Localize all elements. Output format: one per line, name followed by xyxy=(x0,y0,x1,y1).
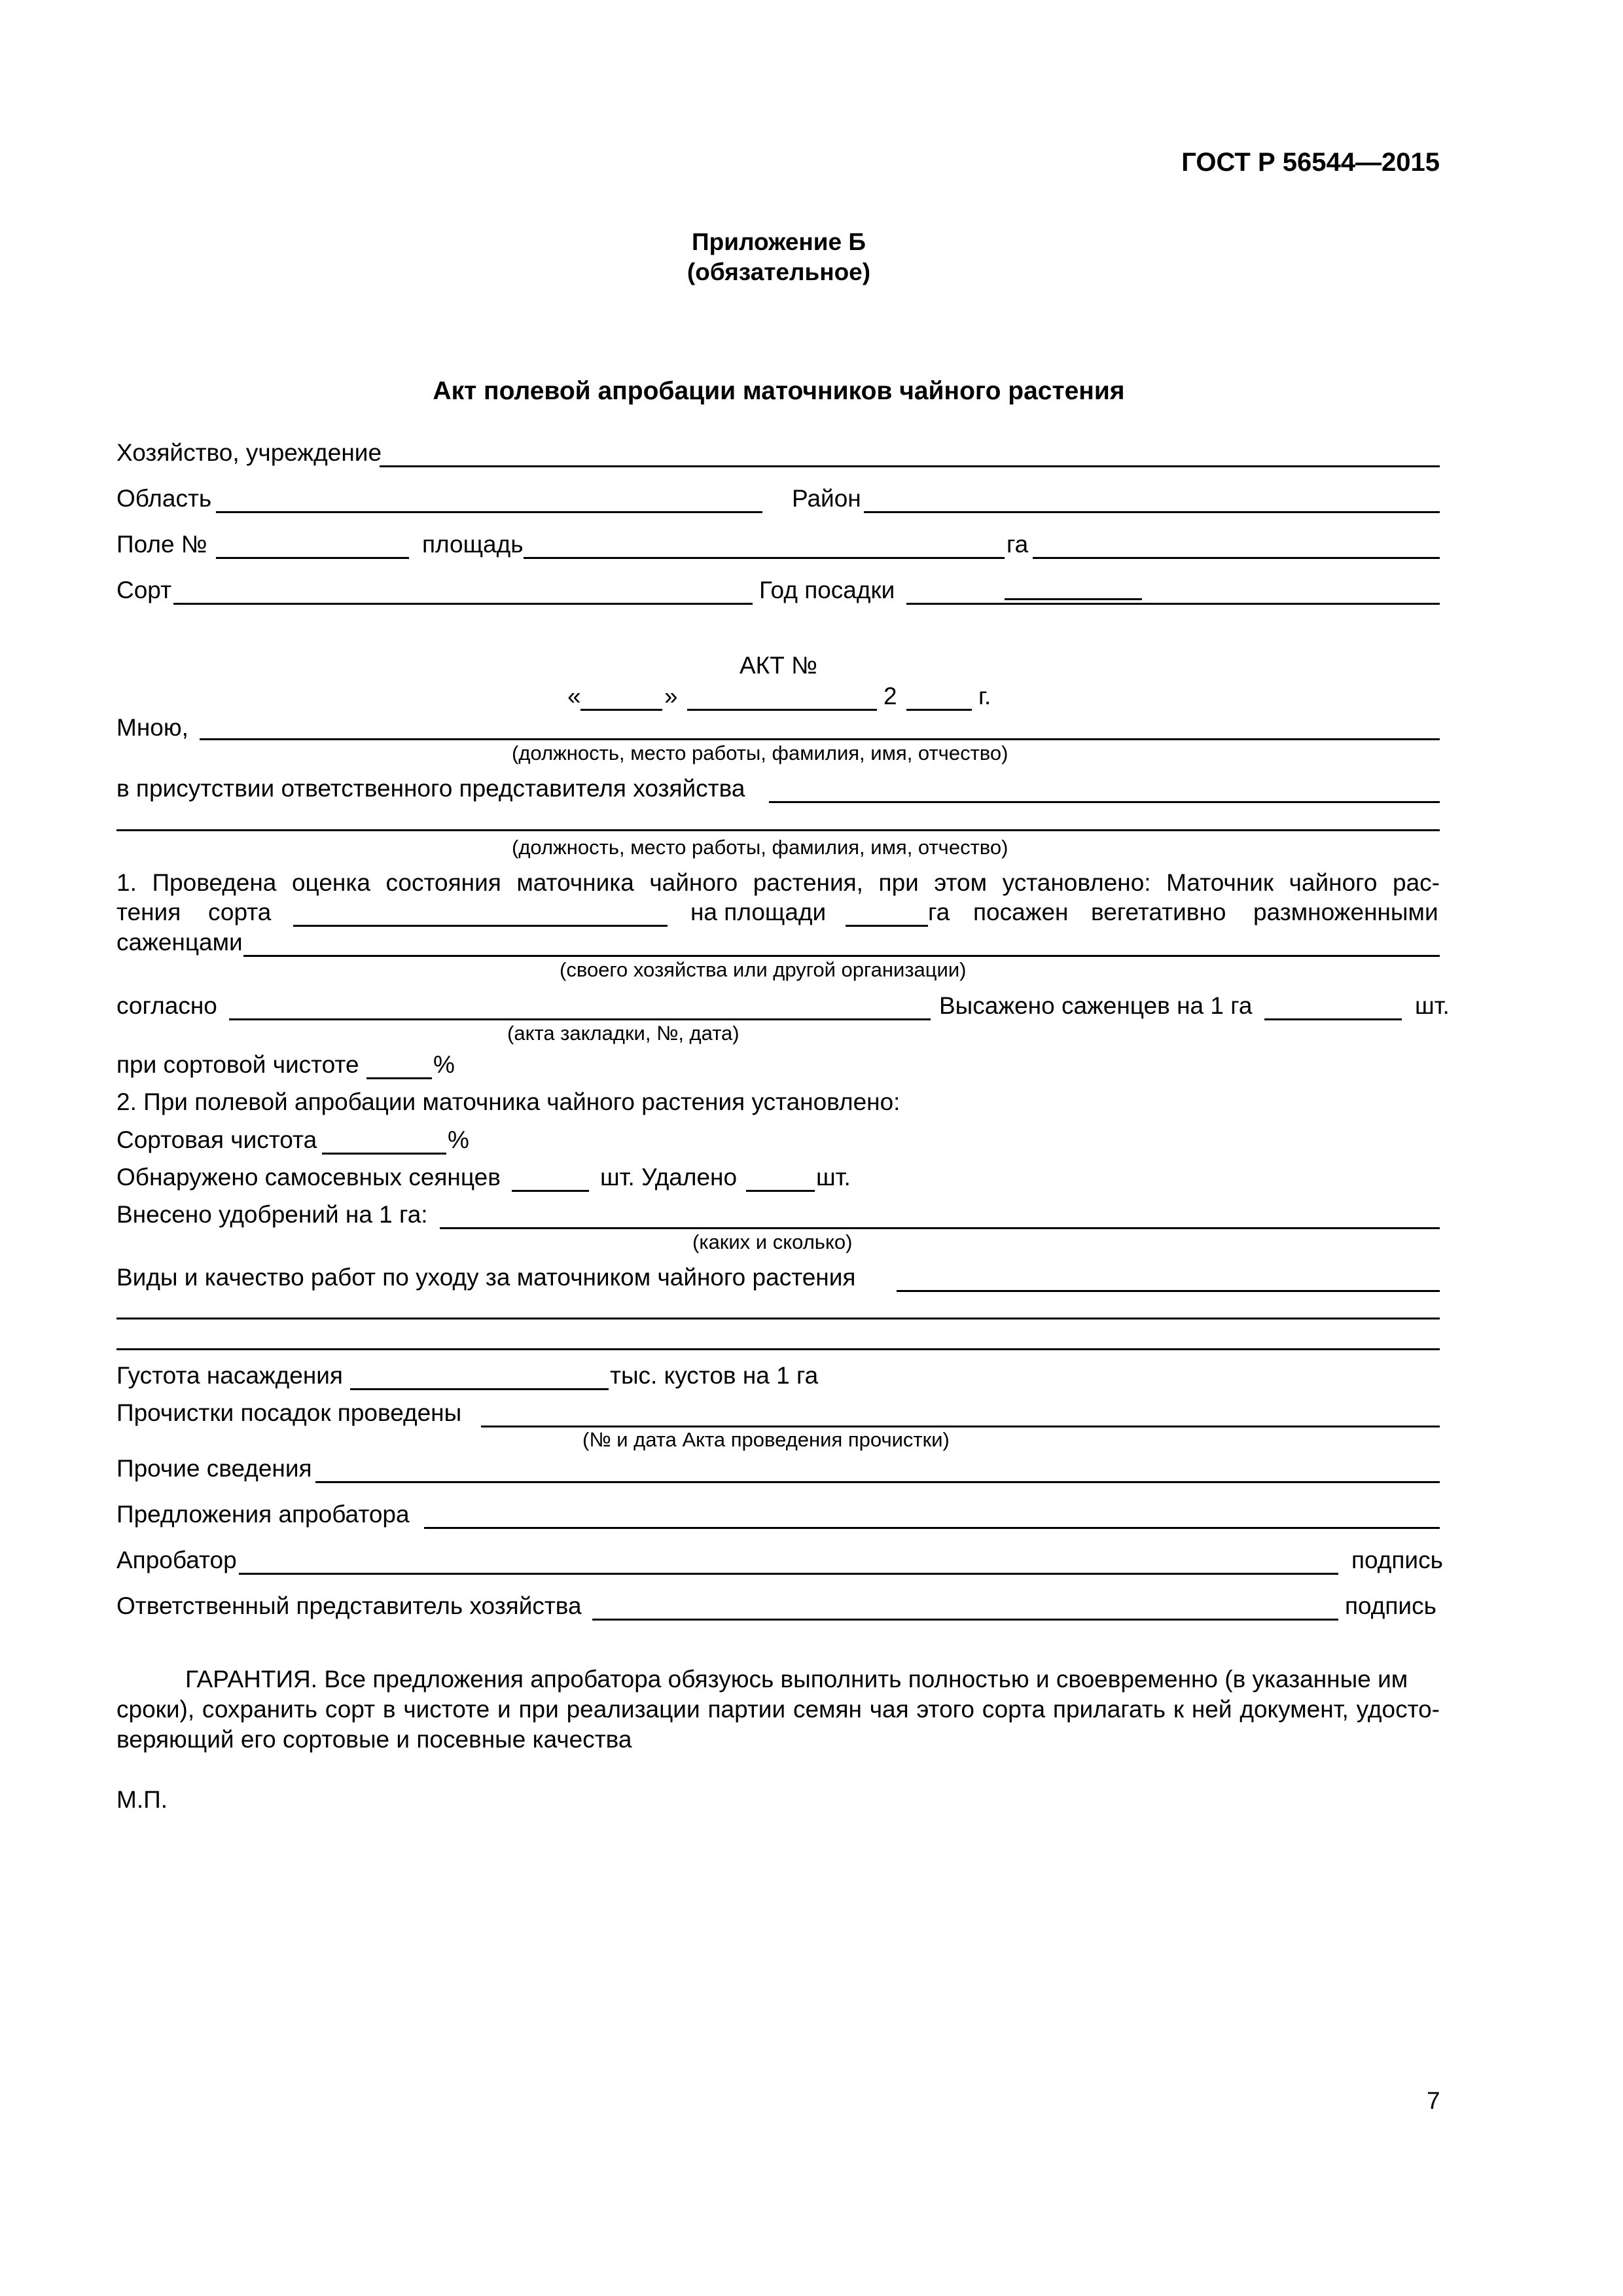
district-line[interactable] xyxy=(864,511,1440,513)
area-label: площадь xyxy=(422,531,524,558)
removed-line[interactable] xyxy=(746,1190,815,1192)
farm-rep-line[interactable] xyxy=(592,1619,1338,1621)
item1-veg: вегетативно xyxy=(1091,899,1226,925)
by-me-label: Мною, xyxy=(116,714,188,741)
standard-number: ГОСТ Р 56544—2015 xyxy=(1181,148,1440,177)
plant-year-underline xyxy=(1005,598,1142,600)
presence-label: в присутствии ответственного представителя хозяйства xyxy=(116,775,745,802)
according-label: согласно xyxy=(116,992,217,1019)
region-line[interactable] xyxy=(216,511,762,513)
approbator-label: Апробатор xyxy=(116,1547,237,1573)
hint-org: (своего хозяйства или другой организации) xyxy=(560,958,967,981)
page-number: 7 xyxy=(1427,2087,1440,2114)
other-line[interactable] xyxy=(315,1481,1440,1483)
field-no-label: Поле № xyxy=(116,531,207,558)
item1-on-area: на площади xyxy=(690,899,827,925)
guarantee-line-1: ГАРАНТИЯ. Все предложения апробатора обязуюсь выполнить полностью и своевременно (в указанные им xyxy=(185,1666,1408,1693)
ha-label: га xyxy=(1007,531,1029,558)
act-year-prefix: 2 xyxy=(883,683,897,709)
by-me-line[interactable] xyxy=(200,738,1440,740)
item1-tenia: тения xyxy=(116,899,181,925)
region-label: Область xyxy=(116,485,212,512)
stamp-label: М.П. xyxy=(116,1786,168,1813)
fertilizers-line[interactable] xyxy=(440,1227,1440,1229)
self-seedlings-label: Обнаружено самосевных сеянцев xyxy=(116,1164,501,1191)
presence-line-2[interactable] xyxy=(116,829,1440,831)
other-label: Прочие сведения xyxy=(116,1455,312,1482)
purity-label: Сортовая чистота xyxy=(116,1126,317,1153)
planted-pcs-label: шт. xyxy=(1415,992,1450,1019)
plant-year-line[interactable] xyxy=(906,603,1440,605)
guarantee-line-2: сроки), сохранить сорт в чистоте и при реализации партии семян чая этого сорта прилагать к ней документ, удосто- xyxy=(116,1696,1440,1723)
variety-line[interactable] xyxy=(173,603,753,605)
act-year-line[interactable] xyxy=(906,709,972,711)
density-unit: тыс. кустов на 1 га xyxy=(610,1362,819,1389)
removed-label: шт. Удалено xyxy=(600,1164,738,1191)
care-line-2[interactable] xyxy=(116,1318,1440,1319)
approbator-line[interactable] xyxy=(239,1573,1338,1575)
fertilizers-label: Внесено удобрений на 1 га: xyxy=(116,1201,428,1228)
item1-variety-line[interactable] xyxy=(293,925,668,927)
appendix-note: (обязательное) xyxy=(687,259,871,285)
cleanups-line[interactable] xyxy=(481,1426,1440,1427)
plant-year-label: Год посадки xyxy=(759,577,895,603)
act-month-line[interactable] xyxy=(687,709,877,711)
act-year-suffix: г. xyxy=(978,683,991,709)
care-line[interactable] xyxy=(897,1290,1440,1292)
item1-planted: посажен xyxy=(973,899,1069,925)
farm-line[interactable] xyxy=(380,465,1440,467)
approbator-signature: подпись xyxy=(1351,1547,1443,1573)
purity-line[interactable] xyxy=(322,1153,446,1155)
purity-at-label: при сортовой чистоте xyxy=(116,1051,359,1078)
act-day-line[interactable] xyxy=(580,709,662,711)
removed-pcs: шт. xyxy=(816,1164,851,1191)
purity-percent: % xyxy=(448,1126,469,1153)
field-no-line[interactable] xyxy=(216,557,409,559)
proposals-line[interactable] xyxy=(424,1527,1440,1529)
care-label: Виды и качество работ по уходу за маточником чайного растения xyxy=(116,1264,856,1291)
purity-at-percent: % xyxy=(433,1051,455,1078)
self-seedlings-line[interactable] xyxy=(512,1190,589,1192)
density-label: Густота насаждения xyxy=(116,1362,343,1389)
act-quote-open: « xyxy=(567,683,581,709)
item1-seedlings: саженцами xyxy=(116,929,243,956)
variety-label: Сорт xyxy=(116,577,172,603)
hint-cleanup: (№ и дата Акта проведения прочистки) xyxy=(582,1428,950,1451)
item1-seedlings-line[interactable] xyxy=(243,955,1440,957)
item1-mult: размноженными xyxy=(1253,899,1438,925)
farm-rep-signature: подпись xyxy=(1345,1592,1436,1619)
hint-act: (акта закладки, №, дата) xyxy=(507,1022,740,1045)
item1-line1: 1. Проведена оценка состояния маточника чайного растения, при этом установлено: Маточник чайного рас- xyxy=(116,869,1440,896)
planted-per-ha-line[interactable] xyxy=(1264,1018,1402,1020)
hint-person-2: (должность, место работы, фамилия, имя, отчество) xyxy=(512,836,1008,859)
ha-line[interactable] xyxy=(1033,557,1440,559)
district-label: Район xyxy=(792,485,861,512)
farm-rep-label: Ответственный представитель хозяйства xyxy=(116,1592,582,1619)
guarantee-line-3: веряющий его сортовые и посевные качества xyxy=(116,1726,632,1753)
item1-sorta: сорта xyxy=(208,899,272,925)
appendix-title: Приложение Б xyxy=(692,228,866,255)
planted-per-ha-label: Высажено саженцев на 1 га xyxy=(939,992,1253,1019)
care-line-3[interactable] xyxy=(116,1348,1440,1350)
item1-ga: га xyxy=(928,899,950,925)
area-line[interactable] xyxy=(524,557,1005,559)
proposals-label: Предложения апробатора xyxy=(116,1501,410,1528)
hint-fert: (каких и сколько) xyxy=(692,1230,853,1253)
according-line[interactable] xyxy=(229,1018,931,1020)
item1-area-line[interactable] xyxy=(846,925,928,927)
item2-text: 2. При полевой апробации маточника чайного растения установлено: xyxy=(116,1088,901,1115)
farm-label: Хозяйство, учреждение xyxy=(116,439,382,466)
hint-person-1: (должность, место работы, фамилия, имя, отчество) xyxy=(512,742,1008,764)
density-line[interactable] xyxy=(350,1388,609,1390)
cleanups-label: Прочистки посадок проведены xyxy=(116,1399,462,1426)
document-title: Акт полевой апробации маточников чайного растения xyxy=(433,377,1125,405)
act-quote-close: » xyxy=(664,683,678,709)
act-label: АКТ № xyxy=(740,652,817,679)
presence-line[interactable] xyxy=(769,801,1440,803)
purity-at-line[interactable] xyxy=(366,1077,432,1079)
